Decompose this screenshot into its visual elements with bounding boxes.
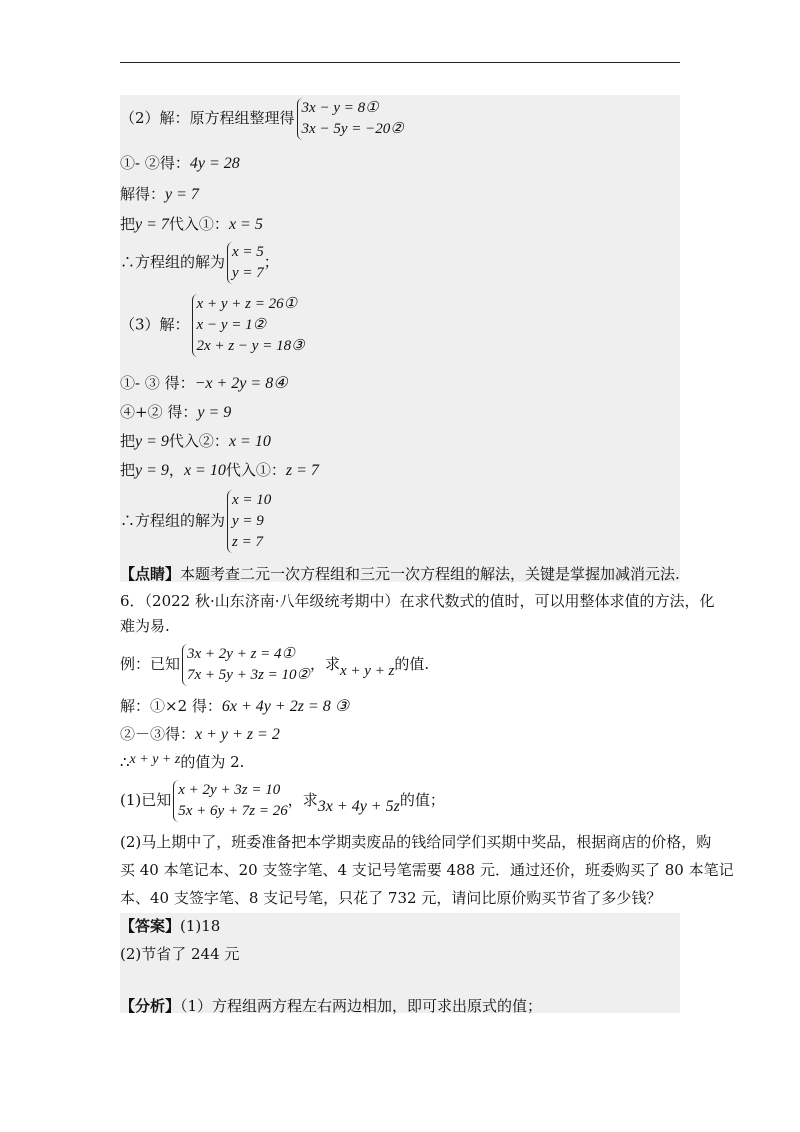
part2-step3: 把y = 7代入①：x = 5: [120, 215, 263, 233]
equation: x = 5: [232, 244, 264, 260]
equation: 2x + z − y = 18③: [196, 338, 305, 354]
q6-line1: 6．（2022 秋·山东济南·八年级统考期中）在求代数式的值时，可以用整体求值的方法，化: [120, 592, 715, 610]
q6-example: 例：已知 3x + 2y + z = 4① 7x + 5y + 3z = 10② ，求x + y + z的值.: [120, 644, 429, 686]
answer-tag: 【答案】: [120, 917, 181, 935]
equation: x = 10: [232, 492, 272, 508]
equation: 3x + 2y + z = 4①: [187, 646, 295, 662]
equation: 3x − y = 8①: [301, 100, 379, 116]
brace: [227, 490, 271, 553]
equation: x − y = 1②: [196, 317, 267, 333]
q6-solution-a: 解：①×2 得：6x + 4y + 2z = 8 ③: [120, 697, 350, 715]
equation: y = 7: [232, 265, 264, 281]
answer-line2: (2)节省了 244 元: [120, 945, 240, 963]
analysis-tag: 【分析】: [120, 997, 181, 1015]
equation: z = 7: [232, 534, 263, 550]
part3-step1: ①- ③ 得：−x + 2y = 8④: [120, 374, 288, 392]
q6-solution-c: ∴x + y + z的值为 2.: [120, 752, 245, 771]
q6-part1: (1)已知 x + 2y + 3z = 10 5x + 6y + 7z = 26 ，求3x + 4y + 5z的值；: [120, 780, 445, 822]
q6-part2-line3: 本、40 支签字笔、8 支记号笔，只花了 732 元，请问比原价购买节省了多少钱？: [120, 889, 662, 907]
equation: y = 9: [232, 513, 264, 529]
brace: [227, 242, 264, 284]
equation: 7x + 5y + 3z = 10②: [187, 667, 310, 683]
answer-line1: 【答案】(1)18: [120, 917, 221, 935]
part3-step3: 把y = 9代入②：x = 10: [120, 432, 271, 450]
q6-part2-line2: 买 40 本笔记本、20 支签字笔、4 支记号笔需要 488 元．通过还价，班委购买了 80 本笔记: [120, 861, 734, 879]
equation: 5x + 6y + 7z = 26: [178, 803, 288, 819]
analysis-line: 【分析】（1）方程组两方程左右两边相加，即可求出原式的值；: [120, 997, 543, 1015]
part3-step4: 把y = 9，x = 10代入①：z = 7: [120, 461, 319, 479]
part2-step2: 解得：y = 7: [120, 185, 199, 203]
part3-solution: ∴方程组的解为 x = 10 y = 9 z = 7: [120, 490, 271, 553]
comment-tag: 【点睛】: [120, 565, 181, 583]
brace: [182, 644, 310, 686]
equation: x + y + z = 26①: [196, 296, 298, 312]
part2-system: （2）解：原方程组整理得 3x − y = 8① 3x − 5y = −20②: [120, 98, 404, 140]
equation: 3x − 5y = −20②: [301, 121, 404, 137]
brace: [173, 780, 288, 822]
brace: [192, 294, 305, 357]
comment-line: 【点睛】本题考查二元一次方程组和三元一次方程组的解法，关键是掌握加减消元法.: [120, 565, 680, 583]
q6-part2-line1: (2)马上期中了，班委准备把本学期卖废品的钱给同学们买期中奖品，根据商店的价格，购: [120, 833, 712, 851]
q6-solution-b: ②－③得：x + y + z = 2: [120, 725, 280, 743]
part2-solution: ∴方程组的解为 x = 5 y = 7 ；: [120, 242, 279, 284]
part2-step1: ①- ②得：4y = 28: [120, 154, 240, 172]
header-rule: [120, 62, 680, 63]
part3-step2: ④+② 得：y = 9: [120, 403, 232, 421]
brace: [297, 98, 404, 140]
part3-system: （3）解： x + y + z = 26① x − y = 1② 2x + z − y = 18③: [120, 294, 305, 357]
q6-line2: 难为易.: [120, 617, 170, 635]
equation: x + 2y + 3z = 10: [178, 782, 281, 798]
